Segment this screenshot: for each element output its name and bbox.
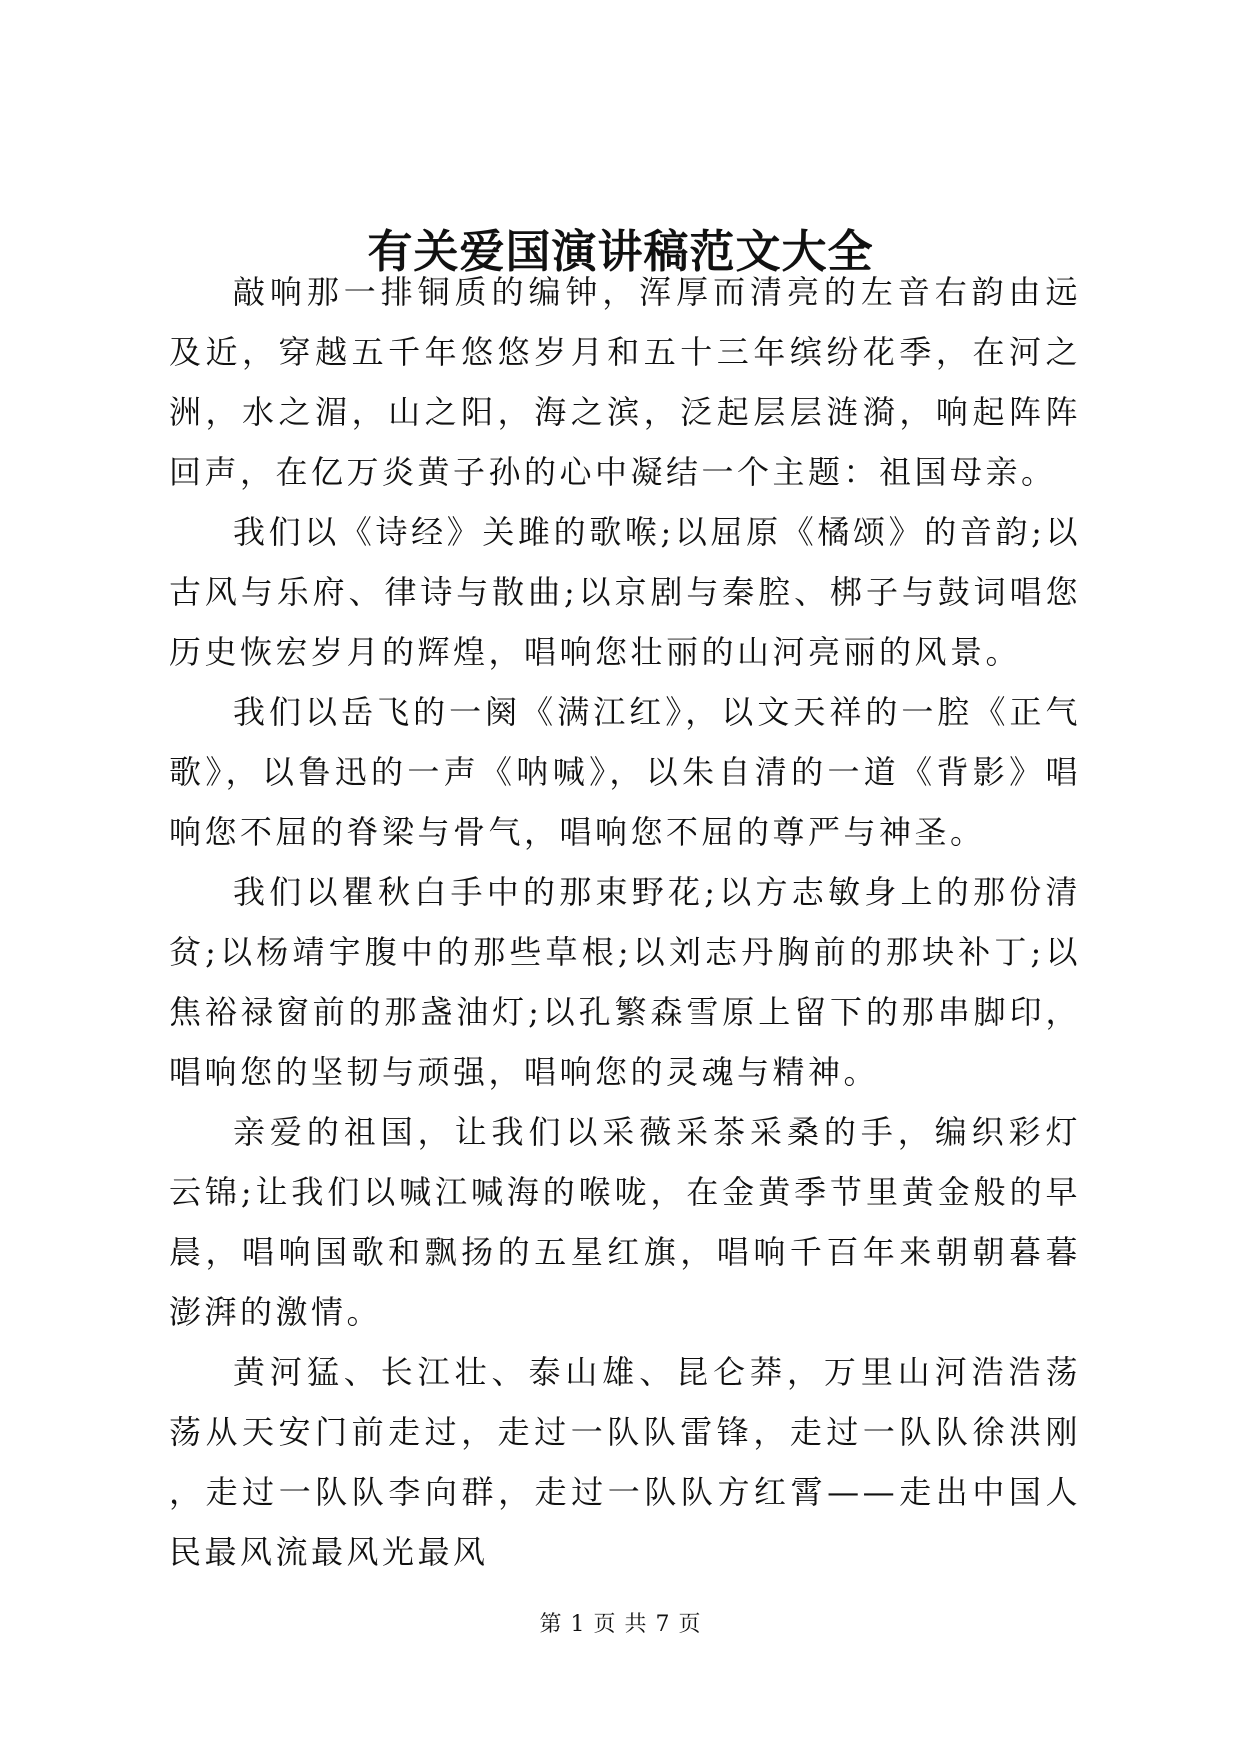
paragraph-2: 我们以《诗经》关雎的歌喉;以屈原《橘颂》的音韵;以古风与乐府、律诗与散曲;以京剧与秦腔、梆子与鼓词唱您历史恢宏岁月的辉煌，唱响您壮丽的山河亮丽的风景。 bbox=[169, 513, 1081, 671]
document-body bbox=[169, 262, 1081, 1582]
paragraph-6: 黄河猛、长江壮、泰山雄、昆仑莽，万里山河浩浩荡荡从天安门前走过，走过一队队雷锋，走过一队队徐洪刚，走过一队队李向群，走过一队队方红霄——走出中国人民最风流最风光最风 bbox=[169, 1353, 1081, 1571]
paragraph-4: 我们以瞿秋白手中的那束野花;以方志敏身上的那份清贫;以杨靖宇腹中的那些草根;以刘志丹胸前的那块补丁;以焦裕禄窗前的那盏油灯;以孔繁森雪原上留下的那串脚印，唱响您的坚韧与顽强，唱响您的灵魂与精神。 bbox=[169, 873, 1081, 1091]
page-footer: 第 1 页 共 7 页 bbox=[539, 1612, 702, 1637]
paragraph-5: 亲爱的祖国，让我们以采薇采茶采桑的手，编织彩灯云锦;让我们以喊江喊海的喉咙，在金黄季节里黄金般的早晨，唱响国歌和飘扬的五星红旗，唱响千百年来朝朝暮暮澎湃的激情。 bbox=[169, 1113, 1081, 1331]
document-title: 有关爱国演讲稿范文大全 bbox=[367, 225, 874, 278]
paragraph-1: 敲响那一排铜质的编钟，浑厚而清亮的左音右韵由远及近，穿越五千年悠悠岁月和五十三年缤纷花季，在河之洲，水之湄，山之阳，海之滨，泛起层层涟漪，响起阵阵回声，在亿万炎黄子孙的心中凝结一个主题：祖国母亲。 bbox=[169, 273, 1081, 491]
paragraph-3: 我们以岳飞的一阕《满江红》，以文天祥的一腔《正气歌》，以鲁迅的一声《呐喊》，以朱自清的一道《背影》唱响您不屈的脊梁与骨气，唱响您不屈的尊严与神圣。 bbox=[169, 693, 1081, 851]
